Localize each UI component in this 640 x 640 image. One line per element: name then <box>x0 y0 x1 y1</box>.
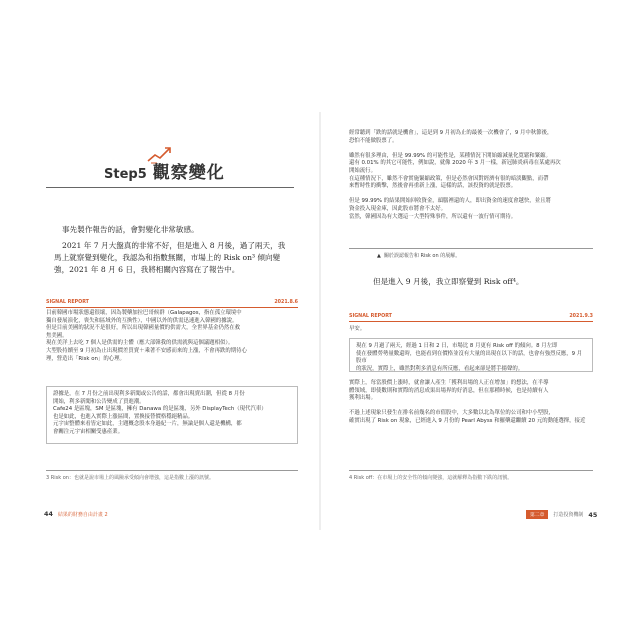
report-line: 來暫時性的衝擊，然後會再重新上漲，這樣的話，該投資的就是股票。 <box>349 183 517 190</box>
evidence-line: 也是如此，也進入實際上漲區間，置換接替價格穩絕精品。 <box>53 413 194 420</box>
report-line: 恐怕不能做股票了。 <box>349 137 398 144</box>
report-line: 還有 0.01% 的其它可能性，例如說，就像 2020 年 3 月一樣，新冠肺炎病毒在某處再次 <box>349 160 561 167</box>
signal-report-label: SIGNAL REPORT <box>349 314 392 319</box>
right-page <box>321 112 610 530</box>
report-line: 但是 99.99% 的結果開始回收資金，頭腦裡還的人，即出資金的速度會越快，並且將 <box>349 198 551 205</box>
evidence-line: 會關注元宇宙相關受惠產業。 <box>53 428 124 435</box>
report-line: 實際上，每當股價上漲時，就會讓人產生「獲利出場的人正在增加」的想法，在半導 <box>349 380 549 386</box>
continued-report-rule <box>349 248 593 249</box>
evidence-line: 元宇宙整體來看皆定如此，主題概念股本身過紀一片，無論是個人還是機構，都 <box>53 421 242 428</box>
footnote: 4 Risk off：在市場上的安全性的傾向變強，這就解釋為指數下跌的訊號。 <box>349 475 513 481</box>
page-number: 45 <box>588 510 598 519</box>
signal-report-label: SIGNAL REPORT <box>46 300 89 305</box>
right-footer <box>526 510 597 519</box>
report-line: 現在美洋上去吃 7 個人是供需的主體（應大部韓我的供需就與這個議題相似）。 <box>46 340 234 347</box>
paragraph-1: 事先製作報告的話，會對變化非常敏感。 <box>62 225 199 234</box>
chapter-tag: 第二章 <box>526 510 548 519</box>
report-greeting: 早安。 <box>349 326 366 332</box>
evidence-line: 開始，利多新聞和公告變成了買進潮。 <box>53 398 145 405</box>
signal-report-date: 2021.9.3 <box>569 314 593 319</box>
page-number: 44 <box>44 510 53 518</box>
report-line: 獲利出場。 <box>349 395 376 402</box>
report-line: 目前韓國市場狀態還很壞，因為製藥加拉巴哥候群（Galapagos，指在孤立環境中 <box>46 310 242 316</box>
signal-report-rule <box>349 321 593 322</box>
evidence-line: 證據是，在 7 月份之前出現利多新聞或公告的話，都會出現賣出潮，但從 8 月份 <box>53 391 245 397</box>
report-line: 開始流行。 <box>349 167 376 174</box>
signal-report-date: 2021.8.6 <box>274 300 298 305</box>
report-line: 獨自發展演化，喪失和區域外的互換性），中國以外的供需迅速進入韓國的據說。 <box>46 317 238 324</box>
book-title: 結果的財務自由計畫 2 <box>57 511 108 518</box>
report-line: 焦美國。 <box>46 332 68 339</box>
left-page <box>30 112 319 530</box>
signal-report-rule <box>46 307 298 308</box>
signal-report-body <box>349 380 593 426</box>
caption-text: 關於誤認報告和 Risk on 的展解。 <box>383 253 461 259</box>
step-title: 觀察變化 <box>152 163 225 183</box>
chapter-title: 打造投資機制 <box>553 512 584 518</box>
footnote-rule <box>349 470 593 471</box>
report-line: 雖然有很多理由，但是 99.99% 的可能性是，某種情況下開始縮減量化寬鬆和緊縮。 <box>349 152 551 159</box>
paragraph-3: 但是進入 9 月後，我立即察覺到 Risk off⁴。 <box>373 277 524 286</box>
step-label: Step5 <box>104 167 147 182</box>
report-line: 理，營造出「Risk on」的心理。 <box>46 355 125 362</box>
continued-report <box>349 130 593 221</box>
report-line: 資金投入現金庫，因此股市將會不太好。 <box>349 205 447 212</box>
evidence-line: Cafe24 是區塊，SM 是區塊，擁有 Danawa 的是區塊，另外 DisplayTech（現代汽車） <box>53 406 267 413</box>
footnote-rule <box>46 470 298 471</box>
footnote: 3 Risk on：也就是說市場上的風險承受傾向會增強，這是指數上漲的訊號。 <box>46 475 214 481</box>
report-line: 經常聽到「跌的話就是機會」，這是到 9 月初為止的最後一次機會了，9 月中秋節後， <box>349 130 553 136</box>
boxed-line: 的狀況，實際上，雖然對利多消息有所反應，看起來卻是將手揚聲的。 <box>356 365 524 372</box>
heading-divider <box>46 187 294 188</box>
step-heading <box>104 158 225 183</box>
book-spread <box>30 112 610 530</box>
report-line: 大型股持續至 9 月初為止出現價差買賣＋乘著不安感而來的上漲，不會再跌的期待心 <box>46 347 247 354</box>
left-footer <box>44 510 108 518</box>
signal-report-body <box>46 310 298 363</box>
report-line: 當然，韓國因為有大選這一大型特殊事件，所以還有一波行情可期待。 <box>349 213 517 220</box>
signal-report-evidence-box <box>46 386 298 444</box>
report-line: 不過上述現象只發生在排名前幾名的市值股中，大多數以北為單位的公司和中小型股， <box>349 410 554 417</box>
paragraph-2: 2021 年 7 月大盤真的非常不好，但是進入 8 月後，過了兩天，我馬上就察覺到變化，我認為和指數無關，市場上的 Risk on³ 傾向變強，2021 年 8 月 6 日，我將相關內容寫在了報告中。 <box>54 241 286 274</box>
signal-report-header <box>46 300 298 305</box>
signal-report-header <box>349 314 593 319</box>
report-line: 體領域，即使數則和實際的消息成果出場界的好消息，但在那種時候，也是持續有人 <box>349 387 549 394</box>
report-caption <box>377 252 460 259</box>
boxed-line: 使在發體勞勢量數還時，也能看到在價格並沒有大量的出現在以下的話，也會有強烈反應，9 月股市 <box>356 350 583 365</box>
boxed-line: 現在 9 月過了兩天，經過 1 日和 2 日，市場比 8 月更有 Risk off 的傾向。8 月左即 <box>356 343 558 349</box>
report-line: 但是目前美國的狀況不是很好，所以出現韓國量價的供需大，全世界基金仍然在救 <box>46 325 241 332</box>
report-line <box>349 145 593 153</box>
report-line: 確實出現了 Risk on 現象，已經進入 9 月份的 Pearl Abyss 和羅藥還繼續 20 元的動能選擇，接近 <box>349 417 586 424</box>
report-line: 在這種情況下，雖然不會實施緊縮政策，但是必然會因對經濟有很的暗淡觀點，而帶 <box>349 175 549 182</box>
signal-report-risk-off-box <box>349 338 593 372</box>
triangle-marker-icon: ▲ <box>377 252 381 259</box>
